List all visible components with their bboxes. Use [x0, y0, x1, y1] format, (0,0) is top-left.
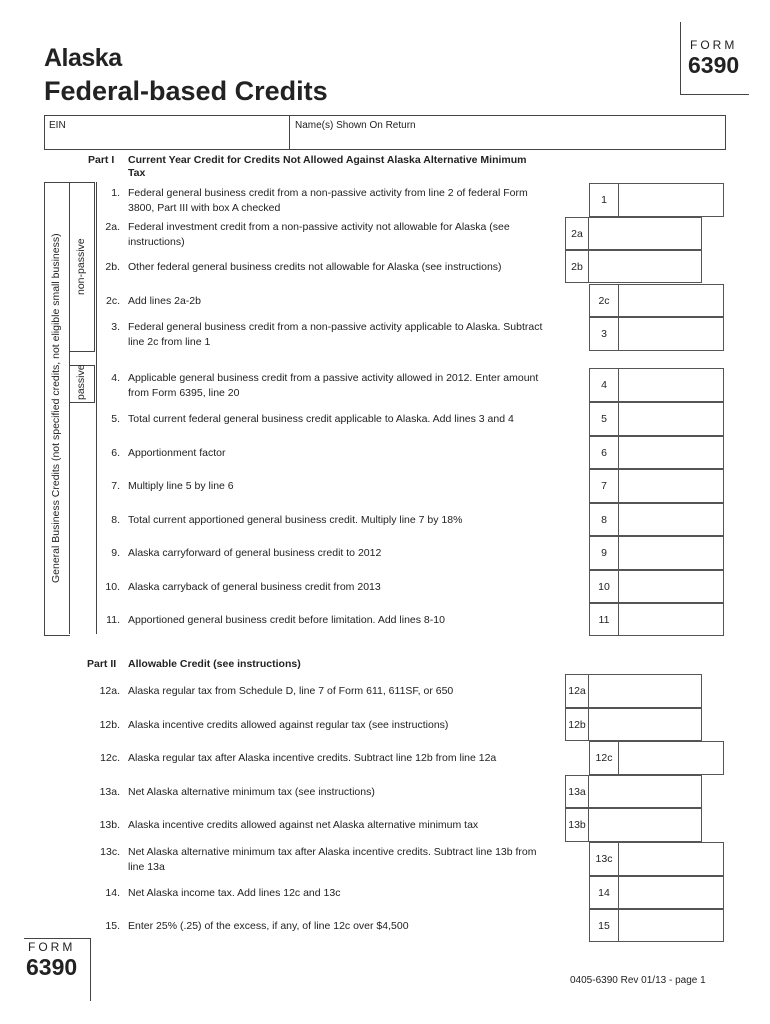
amount-input[interactable] [618, 503, 724, 536]
line-label-cell: 1 [589, 183, 619, 217]
line-text-cont: 3800, Part III with box A checked [128, 202, 281, 214]
line-label-cell: 14 [589, 876, 619, 909]
side-label-non-passive: non-passive [75, 238, 87, 295]
line-label-cell: 11 [589, 603, 619, 636]
line-number: 6. [111, 446, 120, 459]
line-label-cell: 15 [589, 909, 619, 942]
line-label-cell: 7 [589, 469, 619, 503]
amount-input[interactable] [588, 808, 702, 842]
line-label-cell: 2c [589, 284, 619, 317]
amount-input[interactable] [588, 775, 702, 808]
line-number: 1. [111, 187, 120, 199]
amount-input[interactable] [618, 536, 724, 570]
line-text: Federal investment credit from a non-passive activity not allowable for Alaska (see [128, 221, 510, 233]
line-text-cont: from Form 6395, line 20 [128, 387, 240, 399]
line-text: Enter 25% (.25) of the excess, if any, of line 12c over $4,500 [128, 919, 409, 932]
identification-row [44, 115, 726, 150]
amount-input[interactable] [618, 368, 724, 402]
line-number: 14. [105, 886, 120, 899]
line-number: 4. [111, 372, 120, 384]
line-number: 3. [111, 321, 120, 333]
line-text-cont: line 2c from line 1 [128, 336, 211, 348]
line-text: Alaska incentive credits allowed against net Alaska alternative minimum tax [128, 819, 479, 831]
line-text-cont: line 13a [128, 861, 165, 873]
line-label-cell: 12b [565, 708, 589, 741]
amount-input[interactable] [618, 876, 724, 909]
side-label-passive: passive [75, 364, 87, 400]
footer-form-label: FORM [28, 940, 76, 954]
line-number: 2c. [105, 294, 120, 307]
line-number: 13b. [99, 819, 120, 831]
amount-input[interactable] [618, 402, 724, 436]
names-field[interactable]: Name(s) Shown On Return [295, 120, 416, 131]
amount-input[interactable] [618, 570, 724, 603]
line-number: 13a. [99, 785, 120, 798]
amount-input[interactable] [588, 217, 702, 250]
part1-title: Current Year Credit for Credits Not Allowed Against Alaska Alternative Minimum [128, 154, 527, 166]
line-number: 2b. [105, 260, 120, 273]
line-text: Applicable general business credit from a passive activity allowed in 2012. Enter amount [128, 372, 539, 384]
footer-form-number: 6390 [26, 954, 78, 980]
amount-input[interactable] [618, 603, 724, 636]
amount-input[interactable] [588, 250, 702, 283]
line-number: 12a. [99, 685, 120, 697]
form-number: 6390 [688, 52, 740, 78]
line-text: Apportionment factor [128, 446, 226, 459]
line-text: Alaska carryback of general business credit from 2013 [128, 580, 381, 593]
line-text: Federal general business credit from a non-passive activity from line 2 of federal Form [128, 187, 528, 199]
line-number: 10. [105, 580, 120, 593]
line-label-cell: 5 [589, 402, 619, 436]
line-label-cell: 4 [589, 368, 619, 402]
line-number: 15. [105, 919, 120, 932]
line-number: 12b. [99, 718, 120, 731]
line-label-cell: 10 [589, 570, 619, 603]
page-title: Federal-based Credits [44, 76, 328, 106]
side-label-general-business: General Business Credits (not specified credits, not eligible small business) [50, 233, 62, 583]
line-label-cell: 8 [589, 503, 619, 536]
line-text: Alaska carryforward of general business credit to 2012 [128, 547, 382, 559]
line-number: 13c. [100, 846, 120, 858]
line-label-cell: 3 [589, 317, 619, 351]
line-number: 11. [106, 613, 120, 626]
amount-input[interactable] [618, 741, 724, 775]
state-title: Alaska [44, 44, 122, 72]
line-text: Federal general business credit from a non-passive activity applicable to Alaska. Subtract [128, 321, 543, 333]
part2-label: Part II [87, 658, 117, 670]
line-number: 2a. [105, 221, 120, 233]
amount-input[interactable] [618, 284, 724, 317]
line-number: 8. [111, 513, 120, 526]
amount-input[interactable] [618, 436, 724, 469]
amount-input[interactable] [618, 183, 724, 217]
line-text: Alaska regular tax from Schedule D, line 7 of Form 611, 611SF, or 650 [128, 685, 454, 697]
line-text: Total current apportioned general business credit. Multiply line 7 by 18% [128, 513, 463, 526]
part2-title: Allowable Credit (see instructions) [128, 658, 301, 670]
amount-input[interactable] [588, 674, 702, 708]
line-text: Net Alaska alternative minimum tax after Alaska incentive credits. Subtract line 13b from [128, 846, 537, 858]
line-label-cell: 13b [565, 808, 589, 842]
line-label-cell: 9 [589, 536, 619, 570]
line-text: Multiply line 5 by line 6 [128, 480, 234, 492]
line-number: 9. [111, 547, 120, 559]
part1-title-cont: Tax [128, 167, 146, 179]
form-label: FORM [690, 38, 738, 52]
amount-input[interactable] [618, 469, 724, 503]
line-number: 12c. [100, 752, 120, 764]
amount-input[interactable] [618, 842, 724, 876]
part1-label: Part I [88, 154, 115, 166]
line-label-cell: 2b [565, 250, 589, 283]
line-label-cell: 2a [565, 217, 589, 250]
line-label-cell: 6 [589, 436, 619, 469]
amount-input[interactable] [588, 708, 702, 741]
side-label-outer-box [44, 182, 70, 636]
line-text: Total current federal general business credit applicable to Alaska. Add lines 3 and 4 [128, 413, 514, 425]
line-text: Apportioned general business credit before limitation. Add lines 8-10 [128, 613, 445, 626]
line-text: Net Alaska alternative minimum tax (see instructions) [128, 785, 375, 798]
ein-field[interactable]: EIN [49, 120, 66, 131]
line-label-cell: 12c [589, 741, 619, 775]
line-label-cell: 13c [589, 842, 619, 876]
line-text: Alaska regular tax after Alaska incentive credits. Subtract line 12b from line 12a [128, 752, 497, 764]
line-label-cell: 12a [565, 674, 589, 708]
line-text: Other federal general business credits not allowable for Alaska (see instructions) [128, 260, 502, 273]
line-label-cell: 13a [565, 775, 589, 808]
line-text-cont: instructions) [128, 236, 185, 248]
amount-input[interactable] [618, 909, 724, 942]
line-text: Alaska incentive credits allowed against regular tax (see instructions) [128, 718, 449, 731]
line-number: 7. [111, 480, 120, 492]
line-number: 5. [111, 413, 120, 425]
amount-input[interactable] [618, 317, 724, 351]
line-text: Net Alaska income tax. Add lines 12c and 13c [128, 886, 341, 899]
line-text: Add lines 2a-2b [128, 294, 201, 307]
footer-revision: 0405-6390 Rev 01/13 - page 1 [570, 975, 706, 986]
